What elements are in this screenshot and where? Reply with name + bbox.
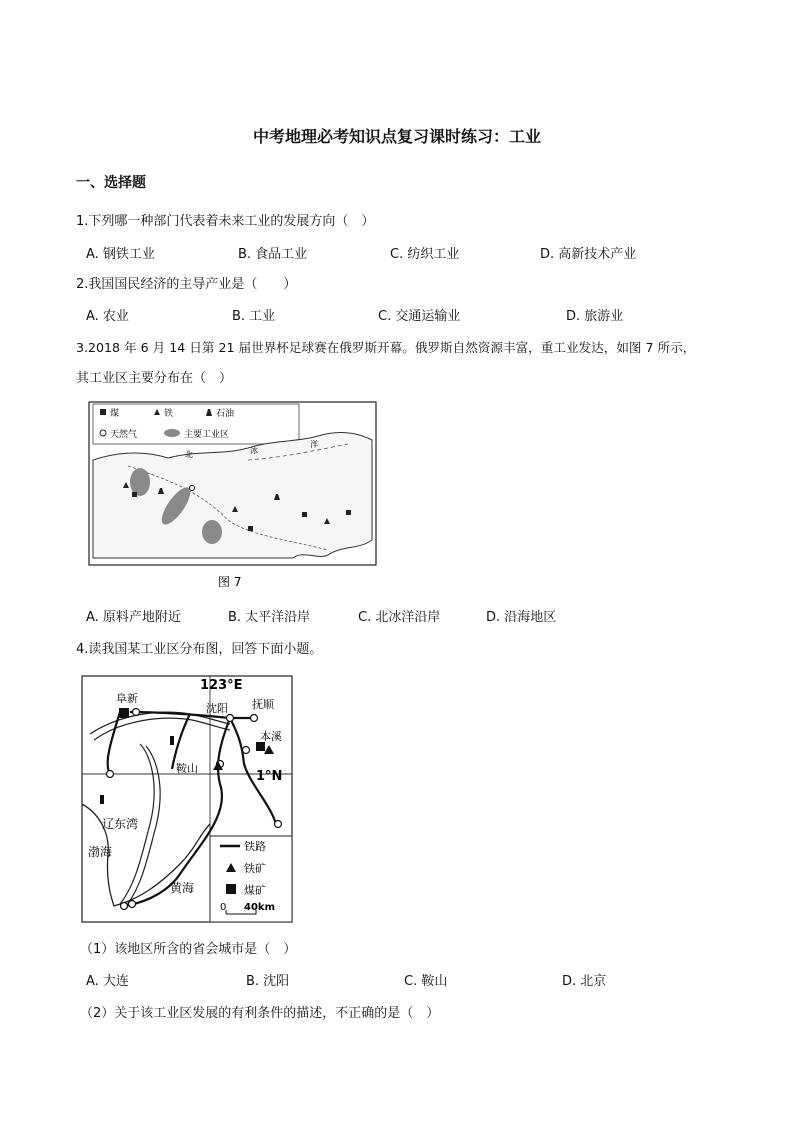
scale-zero: 0: [220, 902, 227, 913]
sea-label-bohai: 渤海: [88, 845, 113, 859]
city-marker: [121, 903, 128, 910]
coal-legend-icon: [226, 884, 236, 894]
question-3-stem-line1: 3.2018 年 6 月 14 日第 21 届世界杯足球赛在俄罗斯开幕。俄罗斯自然资源丰富，重工业发达，如图 7 所示，: [76, 340, 696, 355]
sea-label-liaodong-bay: 辽东湾: [102, 817, 139, 831]
coal-icon: [346, 510, 351, 515]
coal-legend-icon: [100, 409, 106, 415]
q1-option-d[interactable]: D. 高新技术产业: [540, 247, 637, 262]
q1-option-b[interactable]: B. 食品工业: [238, 247, 308, 262]
q3-option-d[interactable]: D. 沿海地区: [486, 610, 557, 625]
legend-coal: 煤矿: [244, 884, 266, 897]
question-4-stem: 4.读我国某工业区分布图，回答下面小题。: [76, 642, 323, 657]
industrial-area: [202, 520, 222, 544]
city-marker: [107, 771, 114, 778]
figure-7-caption: 图 7: [218, 575, 242, 589]
city-label-fushun: 抚顺: [252, 698, 274, 711]
russia-industry-map: [88, 400, 378, 595]
question-2-stem: 2.我国国民经济的主导产业是（ ）: [76, 277, 297, 292]
question-4-2-stem: （2）关于该工业区发展的有利条件的描述，不正确的是（ ）: [80, 1006, 440, 1021]
mine-icon: [170, 736, 174, 745]
legend-oil: 石油: [216, 409, 235, 419]
coal-icon: [256, 742, 265, 751]
q2-option-d[interactable]: D. 旅游业: [566, 309, 624, 324]
legend-railway: 铁路: [244, 840, 266, 853]
industrial-area-legend-icon: [164, 429, 180, 437]
q4-1-option-a[interactable]: A. 大连: [86, 974, 129, 989]
section-heading: 一、选择题: [76, 175, 146, 191]
q4-1-option-d[interactable]: D. 北京: [562, 974, 607, 989]
scale-distance: 40km: [244, 902, 275, 913]
city-marker: [275, 821, 282, 828]
legend-industrial-area: 主要工业区: [184, 430, 230, 440]
legend-iron: 铁矿: [244, 862, 266, 875]
page-title: 中考地理必考知识点复习课时练习：工业: [252, 127, 541, 146]
q2-option-a[interactable]: A. 农业: [86, 309, 129, 324]
mine-icon: [100, 795, 104, 804]
coal-icon: [119, 708, 129, 718]
q3-option-c[interactable]: C. 北冰洋沿岸: [358, 610, 441, 625]
q2-option-b[interactable]: B. 工业: [232, 309, 276, 324]
legend-coal: 煤: [110, 409, 120, 419]
city-marker: [227, 715, 234, 722]
q4-1-option-b[interactable]: B. 沈阳: [246, 974, 290, 989]
liaoning-industry-map: [80, 674, 295, 926]
sea-label-yellow-sea: 黄海: [170, 881, 195, 895]
city-label-benxi: 本溪: [260, 730, 282, 743]
q1-option-a[interactable]: A. 钢铁工业: [86, 247, 155, 262]
ocean-label-2: 冰: [250, 446, 258, 455]
ocean-label-3: 洋: [310, 440, 318, 449]
legend-gas: 天然气: [110, 430, 138, 440]
coal-icon: [248, 526, 253, 531]
longitude-label: 123°E: [200, 678, 243, 693]
question-4-1-stem: （1）该地区所含的省会城市是（ ）: [80, 942, 297, 957]
city-label-fuxin: 阜新: [116, 692, 138, 705]
city-marker: [251, 715, 258, 722]
q2-option-c[interactable]: C. 交通运输业: [378, 309, 461, 324]
coal-icon: [302, 512, 307, 517]
city-label-shenyang: 沈阳: [206, 702, 228, 715]
city-marker: [133, 709, 140, 716]
industrial-area: [130, 468, 150, 496]
question-3-stem-line2: 其工业区主要分布在（ ）: [76, 371, 233, 386]
q1-option-c[interactable]: C. 纺织工业: [390, 247, 460, 262]
q4-1-option-c[interactable]: C. 鞍山: [404, 974, 448, 989]
latitude-label: 1°N: [256, 769, 283, 784]
legend-iron: 铁: [164, 409, 174, 419]
city-marker: [243, 747, 250, 754]
city-marker: [129, 901, 136, 908]
coal-icon: [132, 492, 137, 497]
city-label-anshan: 鞍山: [176, 762, 198, 775]
q3-option-b[interactable]: B. 太平洋沿岸: [228, 610, 311, 625]
q3-option-a[interactable]: A. 原料产地附近: [86, 610, 181, 625]
question-1-stem: 1.下列哪一种部门代表着未来工业的发展方向（ ）: [76, 214, 375, 229]
ocean-label-1: 北: [185, 450, 193, 459]
